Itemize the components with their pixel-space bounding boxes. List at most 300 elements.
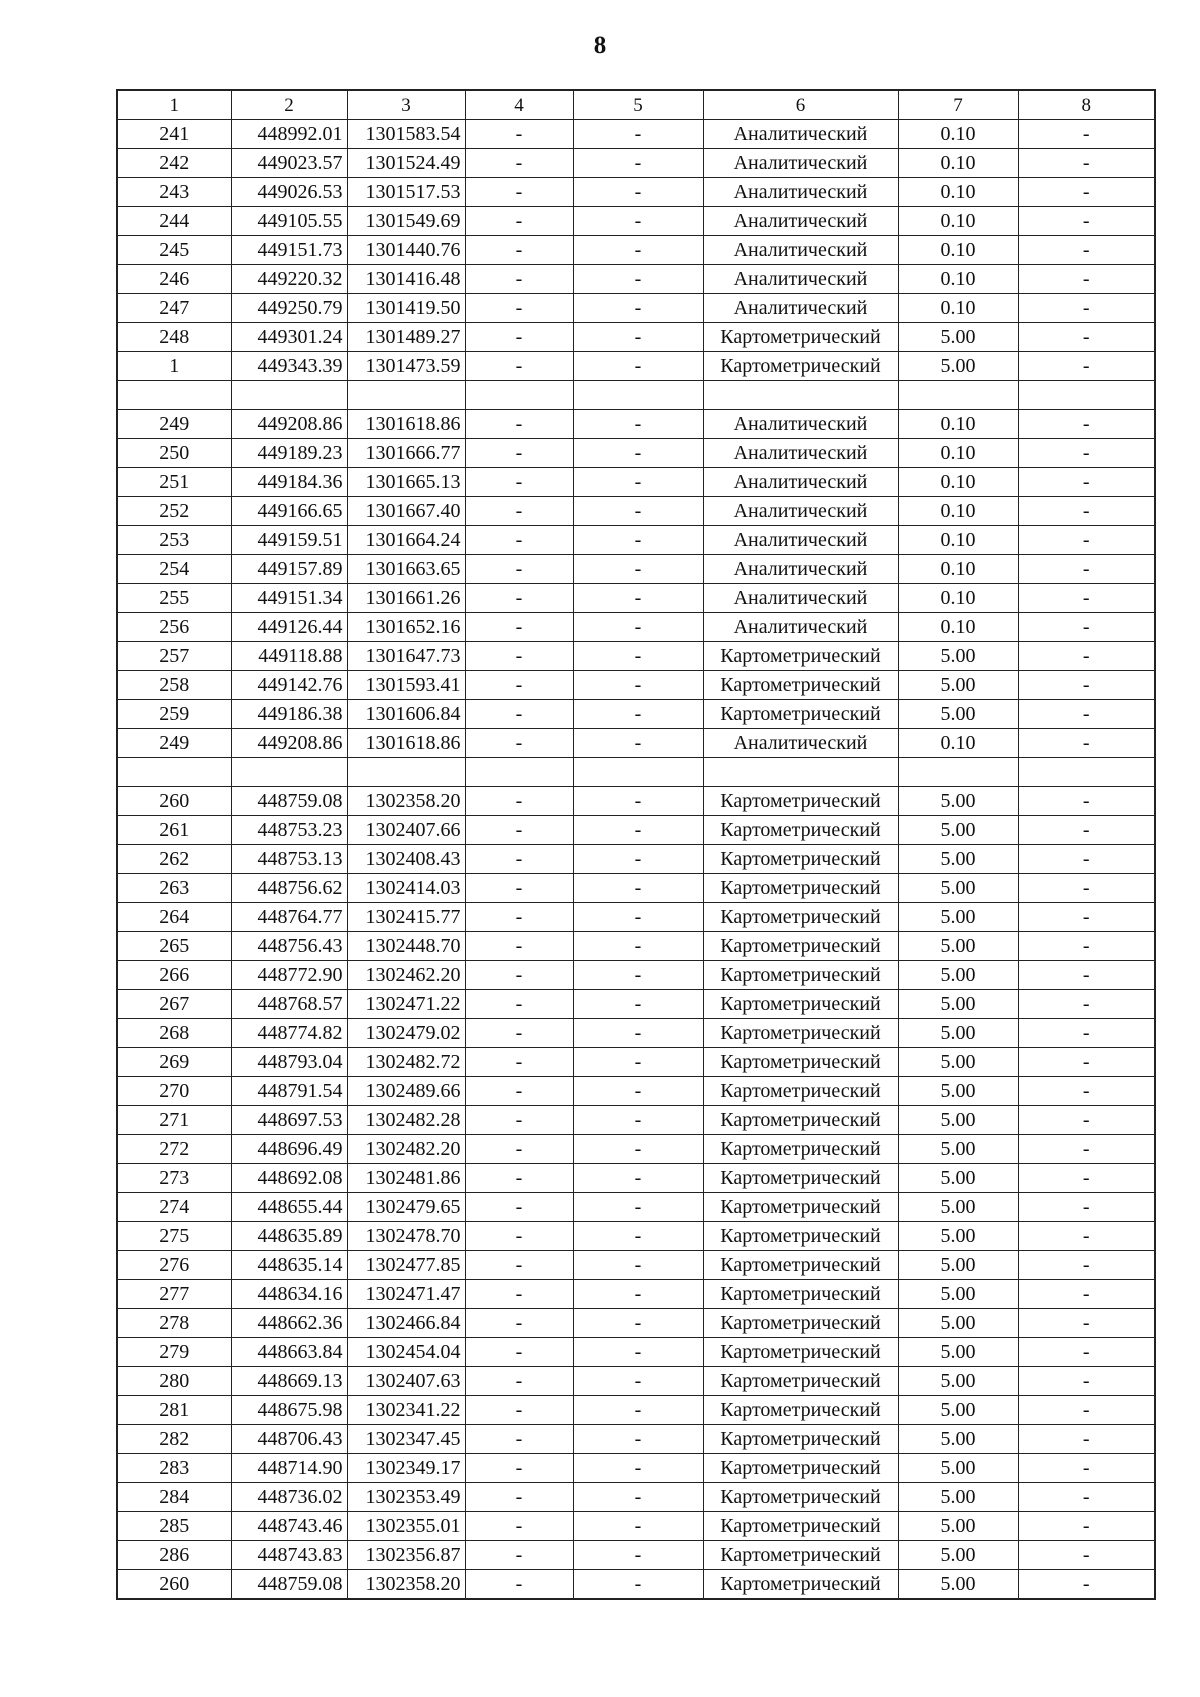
- table-row: [117, 1512, 1155, 1541]
- column-4-cell: [465, 758, 573, 787]
- accuracy-cell: 5.00: [898, 1164, 1018, 1193]
- column-4-cell: -: [465, 1512, 573, 1541]
- column-8-cell: -: [1018, 845, 1155, 874]
- y-coordinate-cell: 1302479.65: [347, 1193, 465, 1222]
- column-4-cell: -: [465, 1425, 573, 1454]
- column-5-cell: -: [573, 874, 703, 903]
- column-8-cell: -: [1018, 1541, 1155, 1570]
- column-4-cell: -: [465, 642, 573, 671]
- column-4-cell: -: [465, 1541, 573, 1570]
- method-cell: Аналитический: [703, 207, 898, 236]
- y-coordinate-cell: 1302408.43: [347, 845, 465, 874]
- accuracy-cell: 5.00: [898, 961, 1018, 990]
- method-cell: Картометрический: [703, 1251, 898, 1280]
- x-coordinate-cell: 448736.02: [231, 1483, 347, 1512]
- column-5-cell: -: [573, 497, 703, 526]
- column-8-cell: -: [1018, 1193, 1155, 1222]
- point-number-cell: 251: [117, 468, 231, 497]
- column-5-cell: -: [573, 1251, 703, 1280]
- column-8-cell: -: [1018, 439, 1155, 468]
- x-coordinate-cell: 448675.98: [231, 1396, 347, 1425]
- method-cell: Картометрический: [703, 1222, 898, 1251]
- accuracy-cell: 5.00: [898, 1425, 1018, 1454]
- point-number-cell: 246: [117, 265, 231, 294]
- method-cell: Аналитический: [703, 526, 898, 555]
- column-4-cell: -: [465, 990, 573, 1019]
- column-5-cell: -: [573, 149, 703, 178]
- column-8-cell: -: [1018, 1077, 1155, 1106]
- column-4-cell: -: [465, 1222, 573, 1251]
- point-number-cell: 278: [117, 1309, 231, 1338]
- accuracy-cell: 5.00: [898, 1222, 1018, 1251]
- table-row: [117, 845, 1155, 874]
- method-cell: Картометрический: [703, 1570, 898, 1600]
- x-coordinate-cell: 448753.23: [231, 816, 347, 845]
- column-header: 4: [465, 90, 573, 120]
- table-row: [117, 961, 1155, 990]
- table-row: [117, 149, 1155, 178]
- point-number-cell: [117, 758, 231, 787]
- accuracy-cell: 5.00: [898, 642, 1018, 671]
- point-number-cell: 283: [117, 1454, 231, 1483]
- column-5-cell: -: [573, 1483, 703, 1512]
- point-number-cell: 252: [117, 497, 231, 526]
- method-cell: Картометрический: [703, 642, 898, 671]
- column-8-cell: -: [1018, 1106, 1155, 1135]
- x-coordinate-cell: 448772.90: [231, 961, 347, 990]
- method-cell: Аналитический: [703, 265, 898, 294]
- column-4-cell: -: [465, 1135, 573, 1164]
- accuracy-cell: [898, 758, 1018, 787]
- column-8-cell: -: [1018, 816, 1155, 845]
- accuracy-cell: 5.00: [898, 1193, 1018, 1222]
- column-4-cell: -: [465, 903, 573, 932]
- table-row: [117, 1222, 1155, 1251]
- point-number-cell: 242: [117, 149, 231, 178]
- method-cell: Картометрический: [703, 990, 898, 1019]
- column-4-cell: -: [465, 439, 573, 468]
- column-5-cell: -: [573, 903, 703, 932]
- point-number-cell: 271: [117, 1106, 231, 1135]
- x-coordinate-cell: 448663.84: [231, 1338, 347, 1367]
- method-cell: Картометрический: [703, 1164, 898, 1193]
- column-5-cell: -: [573, 1454, 703, 1483]
- column-5-cell: -: [573, 1541, 703, 1570]
- point-number-cell: 277: [117, 1280, 231, 1309]
- point-number-cell: 254: [117, 555, 231, 584]
- column-8-cell: -: [1018, 932, 1155, 961]
- point-number-cell: 243: [117, 178, 231, 207]
- table-row: [117, 1280, 1155, 1309]
- x-coordinate-cell: 448791.54: [231, 1077, 347, 1106]
- column-8-cell: -: [1018, 1396, 1155, 1425]
- method-cell: Картометрический: [703, 787, 898, 816]
- table-row: [117, 874, 1155, 903]
- accuracy-cell: 5.00: [898, 1077, 1018, 1106]
- method-cell: Аналитический: [703, 236, 898, 265]
- column-5-cell: -: [573, 1222, 703, 1251]
- x-coordinate-cell: 449118.88: [231, 642, 347, 671]
- column-4-cell: -: [465, 1048, 573, 1077]
- column-8-cell: -: [1018, 294, 1155, 323]
- column-4-cell: -: [465, 236, 573, 265]
- y-coordinate-cell: 1302478.70: [347, 1222, 465, 1251]
- column-8-cell: -: [1018, 352, 1155, 381]
- accuracy-cell: 0.10: [898, 468, 1018, 497]
- x-coordinate-cell: 448634.16: [231, 1280, 347, 1309]
- table-row: [117, 120, 1155, 149]
- y-coordinate-cell: 1301661.26: [347, 584, 465, 613]
- accuracy-cell: 0.10: [898, 178, 1018, 207]
- y-coordinate-cell: [347, 381, 465, 410]
- accuracy-cell: 5.00: [898, 352, 1018, 381]
- x-coordinate-cell: 449220.32: [231, 265, 347, 294]
- accuracy-cell: 0.10: [898, 294, 1018, 323]
- y-coordinate-cell: 1301606.84: [347, 700, 465, 729]
- column-4-cell: -: [465, 1454, 573, 1483]
- column-5-cell: -: [573, 700, 703, 729]
- table-row: [117, 1193, 1155, 1222]
- column-5-cell: -: [573, 526, 703, 555]
- table-row: [117, 352, 1155, 381]
- table-row: [117, 1309, 1155, 1338]
- accuracy-cell: 5.00: [898, 816, 1018, 845]
- point-number-cell: 261: [117, 816, 231, 845]
- column-4-cell: -: [465, 1396, 573, 1425]
- y-coordinate-cell: 1302407.66: [347, 816, 465, 845]
- point-number-cell: 259: [117, 700, 231, 729]
- column-5-cell: -: [573, 265, 703, 294]
- accuracy-cell: 5.00: [898, 1048, 1018, 1077]
- method-cell: Картометрический: [703, 1309, 898, 1338]
- method-cell: Картометрический: [703, 1019, 898, 1048]
- accuracy-cell: 5.00: [898, 787, 1018, 816]
- point-number-cell: 256: [117, 613, 231, 642]
- method-cell: Аналитический: [703, 584, 898, 613]
- method-cell: Аналитический: [703, 439, 898, 468]
- method-cell: Аналитический: [703, 294, 898, 323]
- table-row: [117, 816, 1155, 845]
- x-coordinate-cell: 448696.49: [231, 1135, 347, 1164]
- y-coordinate-cell: 1302482.28: [347, 1106, 465, 1135]
- column-5-cell: -: [573, 1425, 703, 1454]
- column-4-cell: -: [465, 671, 573, 700]
- point-number-cell: 260: [117, 787, 231, 816]
- accuracy-cell: 5.00: [898, 903, 1018, 932]
- column-5-cell: -: [573, 1019, 703, 1048]
- method-cell: Картометрический: [703, 874, 898, 903]
- x-coordinate-cell: 449208.86: [231, 729, 347, 758]
- method-cell: Картометрический: [703, 845, 898, 874]
- y-coordinate-cell: 1301524.49: [347, 149, 465, 178]
- method-cell: Картометрический: [703, 1106, 898, 1135]
- column-4-cell: -: [465, 1483, 573, 1512]
- y-coordinate-cell: 1302477.85: [347, 1251, 465, 1280]
- column-4-cell: -: [465, 729, 573, 758]
- column-4-cell: -: [465, 352, 573, 381]
- point-number-cell: 268: [117, 1019, 231, 1048]
- x-coordinate-cell: 449186.38: [231, 700, 347, 729]
- point-number-cell: 249: [117, 410, 231, 439]
- column-4-cell: -: [465, 874, 573, 903]
- column-8-cell: -: [1018, 323, 1155, 352]
- accuracy-cell: 0.10: [898, 236, 1018, 265]
- method-cell: Аналитический: [703, 468, 898, 497]
- accuracy-cell: 0.10: [898, 120, 1018, 149]
- table-row: [117, 294, 1155, 323]
- method-cell: Картометрический: [703, 903, 898, 932]
- method-cell: Картометрический: [703, 1425, 898, 1454]
- x-coordinate-cell: 448759.08: [231, 1570, 347, 1600]
- accuracy-cell: 0.10: [898, 555, 1018, 584]
- column-5-cell: -: [573, 1048, 703, 1077]
- method-cell: Аналитический: [703, 497, 898, 526]
- column-8-cell: [1018, 758, 1155, 787]
- x-coordinate-cell: 449157.89: [231, 555, 347, 584]
- accuracy-cell: 5.00: [898, 1338, 1018, 1367]
- method-cell: Картометрический: [703, 323, 898, 352]
- column-5-cell: -: [573, 410, 703, 439]
- column-8-cell: -: [1018, 671, 1155, 700]
- column-8-cell: -: [1018, 787, 1155, 816]
- column-5-cell: -: [573, 323, 703, 352]
- column-8-cell: -: [1018, 584, 1155, 613]
- x-coordinate-cell: 449159.51: [231, 526, 347, 555]
- column-8-cell: -: [1018, 642, 1155, 671]
- method-cell: Картометрический: [703, 1483, 898, 1512]
- point-number-cell: 279: [117, 1338, 231, 1367]
- x-coordinate-cell: 448635.89: [231, 1222, 347, 1251]
- method-cell: Картометрический: [703, 1454, 898, 1483]
- accuracy-cell: 5.00: [898, 671, 1018, 700]
- y-coordinate-cell: 1302471.22: [347, 990, 465, 1019]
- column-4-cell: -: [465, 1251, 573, 1280]
- table-row: [117, 758, 1155, 787]
- method-cell: Картометрический: [703, 1280, 898, 1309]
- y-coordinate-cell: 1302353.49: [347, 1483, 465, 1512]
- column-4-cell: -: [465, 294, 573, 323]
- y-coordinate-cell: 1302481.86: [347, 1164, 465, 1193]
- column-5-cell: -: [573, 584, 703, 613]
- column-4-cell: -: [465, 1193, 573, 1222]
- column-4-cell: -: [465, 207, 573, 236]
- column-8-cell: -: [1018, 178, 1155, 207]
- accuracy-cell: 0.10: [898, 410, 1018, 439]
- column-5-cell: -: [573, 787, 703, 816]
- method-cell: Картометрический: [703, 1048, 898, 1077]
- x-coordinate-cell: 449184.36: [231, 468, 347, 497]
- header-row: [117, 90, 1155, 120]
- y-coordinate-cell: 1302358.20: [347, 1570, 465, 1600]
- table-row: [117, 1019, 1155, 1048]
- point-number-cell: 245: [117, 236, 231, 265]
- table-row: [117, 932, 1155, 961]
- point-number-cell: 247: [117, 294, 231, 323]
- column-5-cell: -: [573, 555, 703, 584]
- x-coordinate-cell: 449250.79: [231, 294, 347, 323]
- table-row: [117, 990, 1155, 1019]
- accuracy-cell: 5.00: [898, 1367, 1018, 1396]
- point-number-cell: 272: [117, 1135, 231, 1164]
- column-5-cell: -: [573, 120, 703, 149]
- y-coordinate-cell: 1301666.77: [347, 439, 465, 468]
- y-coordinate-cell: 1301549.69: [347, 207, 465, 236]
- column-8-cell: -: [1018, 1135, 1155, 1164]
- column-8-cell: -: [1018, 1048, 1155, 1077]
- point-number-cell: 284: [117, 1483, 231, 1512]
- point-number-cell: 258: [117, 671, 231, 700]
- method-cell: Картометрический: [703, 352, 898, 381]
- x-coordinate-cell: 449166.65: [231, 497, 347, 526]
- accuracy-cell: 5.00: [898, 1280, 1018, 1309]
- table-row: [117, 468, 1155, 497]
- column-4-cell: -: [465, 584, 573, 613]
- accuracy-cell: 0.10: [898, 265, 1018, 294]
- point-number-cell: 248: [117, 323, 231, 352]
- accuracy-cell: 5.00: [898, 1019, 1018, 1048]
- x-coordinate-cell: 449026.53: [231, 178, 347, 207]
- column-header: 3: [347, 90, 465, 120]
- y-coordinate-cell: 1302479.02: [347, 1019, 465, 1048]
- accuracy-cell: 5.00: [898, 1454, 1018, 1483]
- point-number-cell: 276: [117, 1251, 231, 1280]
- column-5-cell: -: [573, 671, 703, 700]
- method-cell: [703, 381, 898, 410]
- page-number: 8: [593, 32, 607, 59]
- method-cell: Картометрический: [703, 1541, 898, 1570]
- y-coordinate-cell: 1301489.27: [347, 323, 465, 352]
- x-coordinate-cell: 448635.14: [231, 1251, 347, 1280]
- column-8-cell: -: [1018, 410, 1155, 439]
- x-coordinate-cell: 449142.76: [231, 671, 347, 700]
- table-row: [117, 555, 1155, 584]
- x-coordinate-cell: 448992.01: [231, 120, 347, 149]
- column-4-cell: -: [465, 265, 573, 294]
- column-8-cell: [1018, 381, 1155, 410]
- column-4-cell: -: [465, 961, 573, 990]
- point-number-cell: 274: [117, 1193, 231, 1222]
- method-cell: Аналитический: [703, 613, 898, 642]
- x-coordinate-cell: 448756.43: [231, 932, 347, 961]
- y-coordinate-cell: 1301667.40: [347, 497, 465, 526]
- column-4-cell: -: [465, 178, 573, 207]
- y-coordinate-cell: 1302482.20: [347, 1135, 465, 1164]
- accuracy-cell: 0.10: [898, 584, 1018, 613]
- column-header: 2: [231, 90, 347, 120]
- x-coordinate-cell: 448793.04: [231, 1048, 347, 1077]
- column-4-cell: -: [465, 323, 573, 352]
- column-8-cell: -: [1018, 149, 1155, 178]
- column-4-cell: -: [465, 149, 573, 178]
- table-row: [117, 381, 1155, 410]
- column-4-cell: -: [465, 1019, 573, 1048]
- column-5-cell: -: [573, 352, 703, 381]
- column-8-cell: -: [1018, 1570, 1155, 1600]
- accuracy-cell: 0.10: [898, 149, 1018, 178]
- point-number-cell: 1: [117, 352, 231, 381]
- table-row: [117, 236, 1155, 265]
- x-coordinate-cell: 448697.53: [231, 1106, 347, 1135]
- column-5-cell: -: [573, 613, 703, 642]
- x-coordinate-cell: 448753.13: [231, 845, 347, 874]
- column-8-cell: -: [1018, 729, 1155, 758]
- method-cell: Картометрический: [703, 1135, 898, 1164]
- column-5-cell: -: [573, 178, 703, 207]
- accuracy-cell: 5.00: [898, 1135, 1018, 1164]
- point-number-cell: 281: [117, 1396, 231, 1425]
- column-4-cell: -: [465, 816, 573, 845]
- column-4-cell: -: [465, 932, 573, 961]
- x-coordinate-cell: 448669.13: [231, 1367, 347, 1396]
- column-5-cell: -: [573, 961, 703, 990]
- x-coordinate-cell: 448756.62: [231, 874, 347, 903]
- column-5-cell: -: [573, 990, 703, 1019]
- table-row: [117, 1077, 1155, 1106]
- y-coordinate-cell: 1302448.70: [347, 932, 465, 961]
- column-5-cell: -: [573, 439, 703, 468]
- y-coordinate-cell: 1302454.04: [347, 1338, 465, 1367]
- y-coordinate-cell: 1302482.72: [347, 1048, 465, 1077]
- column-8-cell: -: [1018, 874, 1155, 903]
- point-number-cell: 262: [117, 845, 231, 874]
- table-row: [117, 903, 1155, 932]
- y-coordinate-cell: 1301419.50: [347, 294, 465, 323]
- y-coordinate-cell: 1301473.59: [347, 352, 465, 381]
- column-5-cell: -: [573, 1367, 703, 1396]
- method-cell: Картометрический: [703, 816, 898, 845]
- column-5-cell: -: [573, 845, 703, 874]
- column-5-cell: -: [573, 1135, 703, 1164]
- y-coordinate-cell: 1301593.41: [347, 671, 465, 700]
- y-coordinate-cell: 1302355.01: [347, 1512, 465, 1541]
- column-5-cell: -: [573, 1396, 703, 1425]
- point-number-cell: 265: [117, 932, 231, 961]
- method-cell: Картометрический: [703, 1512, 898, 1541]
- column-5-cell: -: [573, 1164, 703, 1193]
- column-8-cell: -: [1018, 1512, 1155, 1541]
- point-number-cell: 280: [117, 1367, 231, 1396]
- table-row: [117, 323, 1155, 352]
- table-row: [117, 1454, 1155, 1483]
- x-coordinate-cell: [231, 758, 347, 787]
- x-coordinate-cell: 449301.24: [231, 323, 347, 352]
- accuracy-cell: 5.00: [898, 932, 1018, 961]
- point-number-cell: 255: [117, 584, 231, 613]
- y-coordinate-cell: 1301663.65: [347, 555, 465, 584]
- method-cell: Картометрический: [703, 1367, 898, 1396]
- table-row: [117, 700, 1155, 729]
- point-number-cell: 264: [117, 903, 231, 932]
- column-5-cell: -: [573, 1338, 703, 1367]
- accuracy-cell: 0.10: [898, 497, 1018, 526]
- table-row: [117, 1135, 1155, 1164]
- column-4-cell: -: [465, 555, 573, 584]
- table-row: [117, 526, 1155, 555]
- method-cell: Аналитический: [703, 410, 898, 439]
- x-coordinate-cell: 448774.82: [231, 1019, 347, 1048]
- y-coordinate-cell: 1301618.86: [347, 410, 465, 439]
- y-coordinate-cell: 1301583.54: [347, 120, 465, 149]
- x-coordinate-cell: 448662.36: [231, 1309, 347, 1338]
- column-5-cell: -: [573, 932, 703, 961]
- column-header: 1: [117, 90, 231, 120]
- method-cell: Аналитический: [703, 120, 898, 149]
- y-coordinate-cell: 1302347.45: [347, 1425, 465, 1454]
- table-row: [117, 671, 1155, 700]
- column-4-cell: -: [465, 1164, 573, 1193]
- table-row: [117, 584, 1155, 613]
- x-coordinate-cell: 448759.08: [231, 787, 347, 816]
